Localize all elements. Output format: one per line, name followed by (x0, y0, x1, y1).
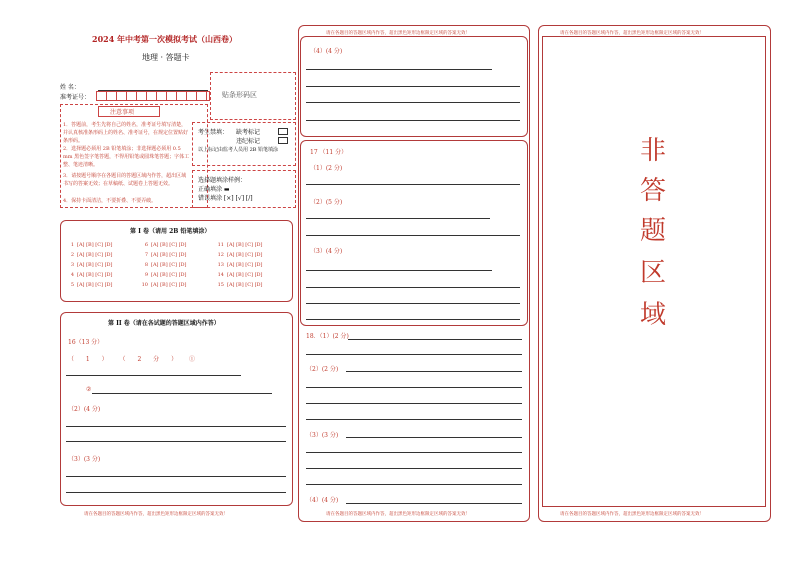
header-right: 请在各题目的答题区域内作答，超出黑色矩形边框限定区域的答案无效！ (560, 31, 704, 36)
no-answer-char-1: 非 (640, 136, 667, 166)
q17-line-2[interactable] (306, 218, 490, 219)
mid-line-3[interactable] (306, 102, 520, 103)
id-label: 准考证号： (60, 94, 91, 101)
mc-question-14[interactable] (216, 272, 263, 278)
mc-question-9[interactable] (140, 272, 187, 278)
mc-options[interactable]: [A] [B] [C] [D] (227, 282, 263, 288)
fill-wrong: 错误填涂 [×] [√] [/] (198, 195, 253, 202)
mc-question-number: 2 (70, 252, 74, 258)
q18-line-11[interactable] (346, 503, 522, 504)
mc-options[interactable]: [A] [B] [C] [D] (151, 272, 187, 278)
footer-right: 请在各题目的答题区域内作答，超出黑色矩形边框限定区域的答案无效！ (560, 512, 704, 517)
exam-title: 2024 年中考第一次模拟考试（山西卷） (92, 34, 238, 44)
footer-left: 请在各题目的答题区域内作答，超出黑色矩形边框限定区域的答案无效！ (84, 512, 228, 517)
violation-label: 违纪标记 (236, 138, 261, 145)
q18-line-5[interactable] (306, 403, 522, 404)
mc-question-7[interactable] (140, 252, 187, 258)
no-answer-char-3: 题 (640, 216, 667, 246)
mc-question-number: 13 (217, 262, 224, 268)
q16-part3: （2）(4 分) (68, 406, 101, 413)
q18-line-10[interactable] (306, 484, 522, 485)
subtitle: 地理 · 答题卡 (142, 53, 190, 62)
mc-question-3[interactable] (66, 262, 113, 268)
q16-line-5[interactable] (66, 476, 286, 477)
mc-question-number: 9 (144, 272, 148, 278)
q18-line-8[interactable] (306, 452, 522, 453)
fill-correct: 正确填涂 ▬ (198, 186, 230, 193)
q16-line-1[interactable] (66, 375, 241, 376)
q17-label: 17 （11 分） (310, 149, 348, 156)
q17-2-label: （2）(5 分) (310, 199, 343, 206)
mc-question-number: 8 (144, 262, 148, 268)
mc-question-11[interactable] (216, 242, 263, 248)
header-mid: 请在各题目的答题区域内作答，超出黑色矩形边框限定区域的答案无效！ (326, 31, 470, 36)
no-answer-char-4: 区 (640, 258, 667, 288)
mc-options[interactable]: [A] [B] [C] [D] (77, 282, 113, 288)
notice-title: 注意事项 (110, 109, 135, 116)
q18-line-1[interactable] (348, 339, 522, 340)
mid-line-2[interactable] (306, 86, 520, 87)
mc-options[interactable]: [A] [B] [C] [D] (77, 242, 113, 248)
mc-question-number: 14 (217, 272, 224, 278)
mc-question-number: 11 (217, 242, 224, 248)
fill-sample-title: 选择题填涂样例： (198, 177, 247, 184)
q17-line-3[interactable] (306, 235, 520, 236)
mc-question-6[interactable] (140, 242, 187, 248)
q16-part1: （ 1 ） （ 2 分 ） ① (68, 356, 195, 363)
q18-3-label: （3）(3 分) (306, 432, 339, 439)
q16-line-6[interactable] (66, 492, 286, 493)
mc-question-number: 7 (144, 252, 148, 258)
mc-question-12[interactable] (216, 252, 263, 258)
q16-line-3[interactable] (66, 426, 286, 427)
mc-options[interactable]: [A] [B] [C] [D] (227, 272, 263, 278)
q17-3-label: （3）(4 分) (310, 248, 343, 255)
q16-line-2[interactable] (92, 393, 272, 394)
q18-line-2[interactable] (306, 354, 522, 355)
q15-4-label: （4）(4 分) (310, 48, 343, 55)
q18-line-4[interactable] (306, 387, 522, 388)
mc-options[interactable]: [A] [B] [C] [D] (77, 272, 113, 278)
mc-options[interactable]: [A] [B] [C] [D] (151, 252, 187, 258)
mc-question-number: 15 (217, 282, 224, 288)
id-boxes[interactable] (96, 91, 210, 101)
mc-question-13[interactable] (216, 262, 263, 268)
mc-question-number: 4 (70, 272, 74, 278)
q16-label: 16（13 分） (68, 339, 104, 346)
q17-line-4[interactable] (306, 270, 492, 271)
footer-mid: 请在各题目的答题区域内作答，超出黑色矩形边框限定区域的答案无效！ (326, 512, 470, 517)
mc-question-2[interactable] (66, 252, 113, 258)
mc-options[interactable]: [A] [B] [C] [D] (227, 262, 263, 268)
mid-line-4[interactable] (306, 120, 520, 121)
mid-line-1[interactable] (306, 69, 492, 70)
mc-question-number: 1 (70, 242, 74, 248)
section1-title: 第 I 卷（请用 2B 铅笔填涂） (130, 228, 211, 235)
q18-line-3[interactable] (346, 371, 522, 372)
q18-line-6[interactable] (306, 419, 522, 420)
mc-question-number: 3 (70, 262, 74, 268)
mc-question-number: 5 (70, 282, 74, 288)
q16-part2: ② (86, 386, 92, 393)
no-answer-char-5: 域 (640, 300, 667, 330)
absent-note: 以上标记由监考人员用 2B 铅笔填涂 (198, 147, 279, 153)
violation-checkbox[interactable] (278, 137, 288, 144)
no-answer-char-2: 答 (640, 176, 667, 206)
mc-options[interactable]: [A] [B] [C] [D] (77, 262, 113, 268)
notice-item-3: 3．请按题号顺序在各题目的答题区域内作答，超出区域书写的答案无效；在草稿纸、试题卷上答题无效。 (63, 173, 187, 187)
q17-line-7[interactable] (306, 319, 520, 320)
q16-line-4[interactable] (66, 441, 286, 442)
mc-options[interactable]: [A] [B] [C] [D] (77, 252, 113, 258)
q17-line-1[interactable] (306, 184, 520, 185)
mc-options[interactable]: [A] [B] [C] [D] (151, 242, 187, 248)
mc-question-15[interactable] (216, 282, 263, 288)
q18-line-9[interactable] (306, 468, 522, 469)
q18-4-label: （4）(4 分) (306, 497, 339, 504)
q17-line-5[interactable] (306, 287, 520, 288)
mc-options[interactable]: [A] [B] [C] [D] (151, 262, 187, 268)
missing-label: 缺考标记 (236, 129, 261, 136)
notice-item-4: 4．保持卡面清洁，不要折叠、不要弄破。 (63, 198, 157, 204)
q18-line-7[interactable] (346, 437, 522, 438)
q16-part4: （3）(3 分) (68, 456, 101, 463)
barcode-label: 贴条形码区 (222, 91, 257, 99)
mc-question-8[interactable] (140, 262, 187, 268)
mc-question-10[interactable] (140, 282, 187, 288)
name-label: 姓 名： (60, 84, 80, 91)
mc-question-number: 10 (141, 282, 148, 288)
mc-question-number: 12 (217, 252, 224, 258)
mc-question-1[interactable] (66, 242, 113, 248)
mc-options[interactable]: [A] [B] [C] [D] (151, 282, 187, 288)
q18-2-label: （2）(2 分) (306, 366, 339, 373)
notice-item-2: 2．选择题必须用 2B 铅笔填涂；非选择题必须用 0.5 mm 黑色签字笔答题，不得用铅笔或圆珠笔答题；字体工整、笔迹清晰。 (63, 146, 190, 168)
notice-item-1: 1．答题前，考生先将自己的姓名，准考证号填写清楚，并认真核准条形码上的姓名、准考证号，在规定位置贴好条形码。 (63, 122, 189, 144)
q17-1-label: （1）(2 分) (310, 165, 343, 172)
section2-title: 第 II 卷（请在各试题的答题区域内作答） (108, 320, 220, 327)
mc-question-number: 6 (144, 242, 148, 248)
mc-question-4[interactable] (66, 272, 113, 278)
q18-1-label: 18．（1）(2 分) (306, 333, 349, 340)
absent-label: 考生禁填： (198, 129, 229, 136)
mc-question-5[interactable] (66, 282, 113, 288)
missing-checkbox[interactable] (278, 128, 288, 135)
mc-options[interactable]: [A] [B] [C] [D] (227, 242, 263, 248)
mc-options[interactable]: [A] [B] [C] [D] (227, 252, 263, 258)
q17-line-6[interactable] (306, 303, 520, 304)
